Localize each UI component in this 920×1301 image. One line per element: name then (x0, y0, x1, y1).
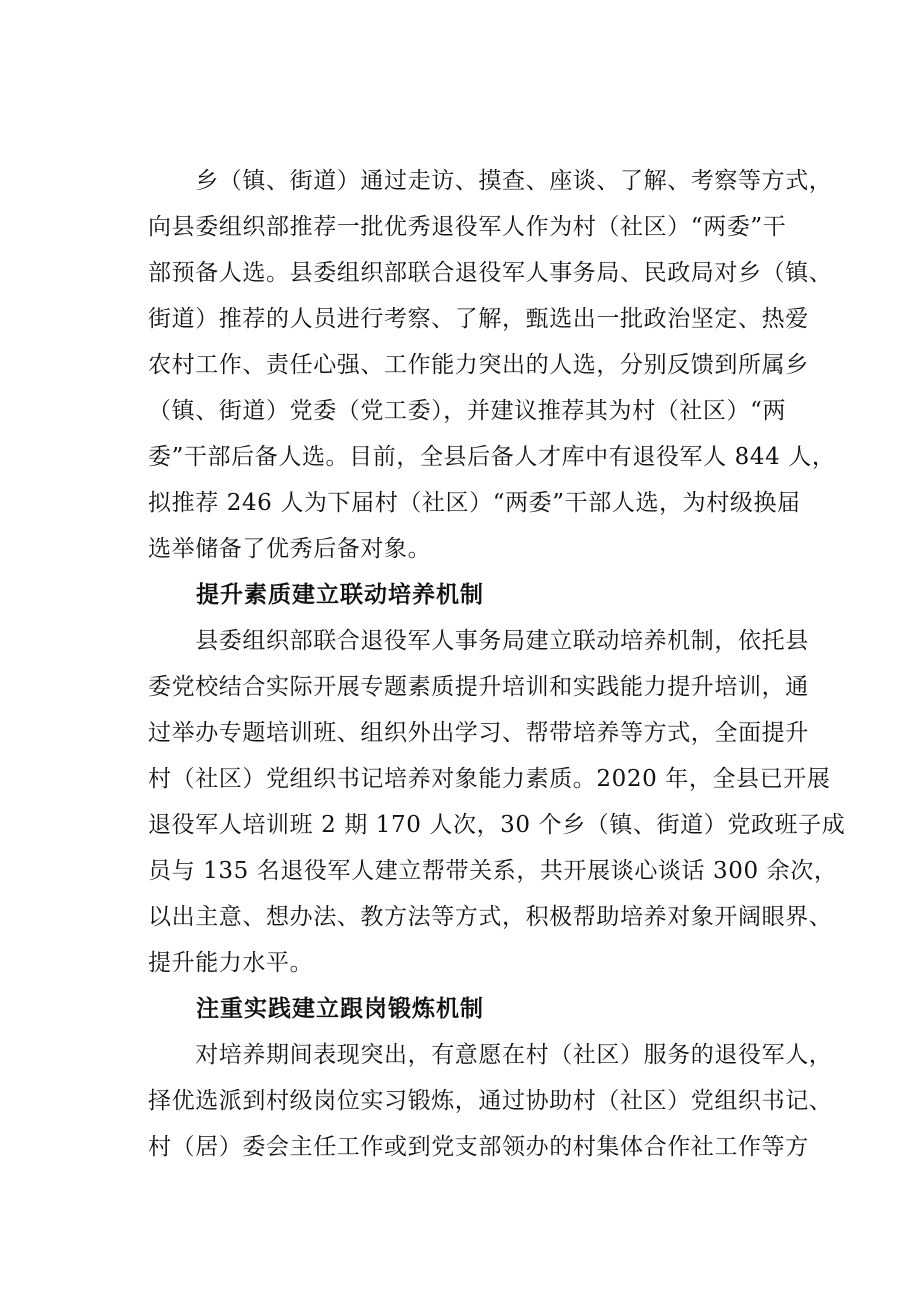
paragraph-2-line-4: 村（社区）党组织书记培养对象能力素质。2020 年，全县已开展 (148, 766, 831, 792)
paragraph-2-line-6: 员与 135 名退役军人建立帮带关系，共开展谈心谈话 300 余次， (148, 858, 838, 884)
paragraph-3-line-2: 择优选派到村级岗位实习锻炼，通过协助村（社区）党组织书记、 (148, 1088, 833, 1114)
paragraph-1-line-8: 拟推荐 246 人为下届村（社区）“两委”干部人选，为村级换届 (148, 490, 801, 516)
paragraph-2-line-1: 县委组织部联合退役军人事务局建立联动培养机制，依托县 (148, 628, 809, 654)
section-heading-1: 提升素质建立联动培养机制 (148, 582, 484, 608)
paragraph-1-line-6: （镇、街道）党委（党工委），并建议推荐其为村（社区）“两 (148, 398, 787, 424)
paragraph-2-line-5: 退役军人培训班 2 期 170 人次，30 个乡（镇、街道）党政班子成 (148, 812, 846, 838)
paragraph-2-line-7: 以出主意、想办法、教方法等方式，积极帮助培养对象开阔眼界、 (148, 904, 833, 930)
paragraph-2-line-8: 提升能力水平。 (148, 950, 314, 976)
paragraph-1-line-7: 委”干部后备人选。目前，全县后备人才库中有退役军人 844 人， (148, 444, 836, 470)
paragraph-1-line-1: 乡（镇、街道）通过走访、摸查、座谈、了解、考察等方式， (148, 168, 833, 194)
section-heading-2: 注重实践建立跟岗锻炼机制 (148, 996, 484, 1022)
paragraph-1-line-9: 选举储备了优秀后备对象。 (148, 536, 432, 562)
paragraph-3-line-1: 对培养期间表现突出，有意愿在村（社区）服务的退役军人， (148, 1042, 833, 1068)
paragraph-3-line-3: 村（居）委会主任工作或到党支部领办的村集体合作社工作等方 (148, 1134, 809, 1160)
paragraph-2-line-3: 过举办专题培训班、组织外出学习、帮带培养等方式，全面提升 (148, 720, 809, 746)
paragraph-2-line-2: 委党校结合实际开展专题素质提升培训和实践能力提升培训，通 (148, 674, 809, 700)
paragraph-1-line-5: 农村工作、责任心强、工作能力突出的人选，分别反馈到所属乡 (148, 352, 809, 378)
paragraph-1-line-4: 街道）推荐的人员进行考察、了解，甄选出一批政治坚定、热爱 (148, 306, 809, 332)
paragraph-1-line-2: 向县委组织部推荐一批优秀退役军人作为村（社区）“两委”干 (148, 214, 787, 240)
paragraph-1-line-3: 部预备人选。县委组织部联合退役军人事务局、民政局对乡（镇、 (148, 260, 833, 286)
